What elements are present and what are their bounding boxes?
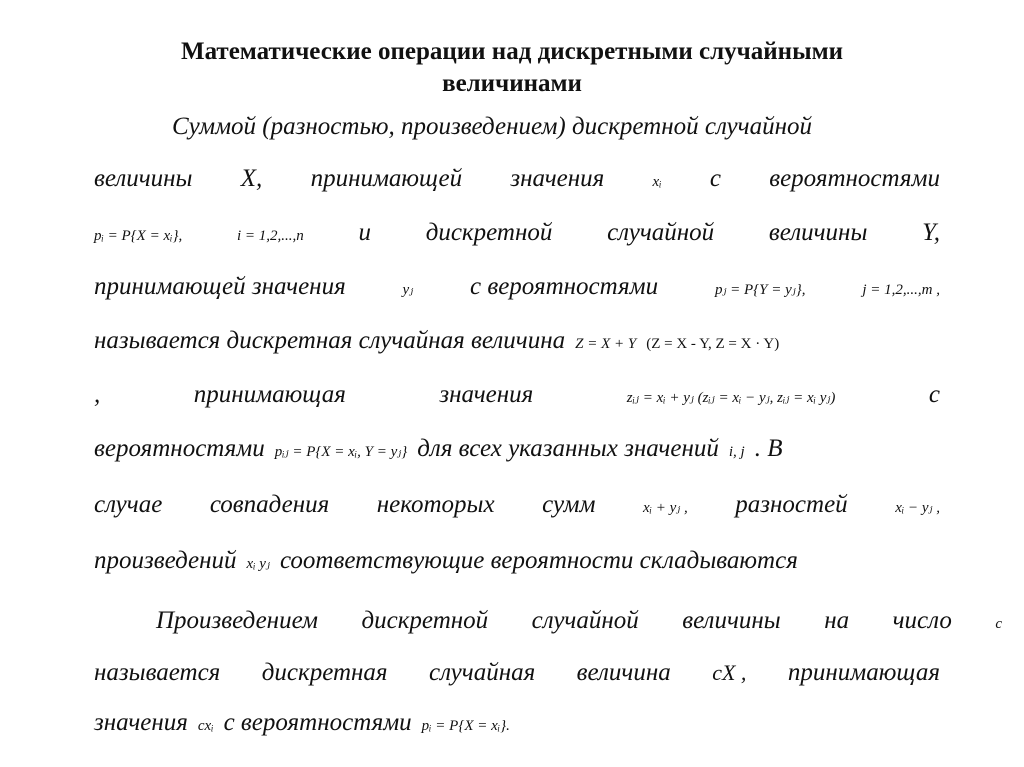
formula: i, j (728, 444, 745, 460)
text-run: принимающая (787, 659, 940, 686)
formula: Z = X + Y (575, 336, 637, 352)
text-run: называется дискретная случайная величина (94, 327, 566, 354)
text-run: значения (510, 165, 605, 192)
text-run: для всех указанных значений (417, 435, 719, 462)
text-run: вероятностями (94, 435, 265, 462)
text-run: Суммой (разностью, произведением) дискретной случайной (172, 113, 812, 140)
formula: yⱼ (402, 282, 414, 298)
slide-title (80, 36, 944, 100)
formula: pⱼ = P{Y = yⱼ}, (714, 282, 806, 298)
p1-line-6 (94, 378, 940, 412)
formula: pᵢ = P{X = xᵢ}, (94, 228, 183, 244)
formula: xᵢ − yⱼ , (895, 500, 940, 516)
p2-line-2 (94, 656, 940, 690)
text-run: на (824, 607, 850, 634)
p1-line-7 (94, 432, 940, 466)
p1-line-8 (94, 488, 940, 522)
text-run: Y, (922, 219, 940, 246)
p1-line-2 (94, 162, 940, 196)
p1-line-1 (94, 110, 1018, 144)
text-run: разностей (735, 491, 848, 518)
title-line-2: величинами (442, 70, 582, 97)
formula: xᵢ + yⱼ , (642, 500, 688, 516)
text-run: с вероятностями (470, 273, 659, 300)
text-run: значения (439, 381, 534, 408)
formula: c (995, 616, 1002, 632)
text-run: . В (754, 435, 783, 462)
p1-line-5 (94, 324, 940, 358)
text-run: с (928, 381, 940, 408)
text-run: величины (768, 219, 868, 246)
text-run: дискретная (261, 659, 388, 686)
text-run: совпадения (209, 491, 330, 518)
text-run: с (709, 165, 721, 192)
text-run: , (94, 381, 101, 408)
text-run: число (892, 607, 952, 634)
formula: i = 1,2,...,n (236, 228, 304, 244)
text-run: принимающей значения (94, 273, 346, 300)
p2-line-1 (94, 604, 1002, 638)
text-run: значения (94, 709, 188, 736)
text-run: случае (94, 491, 163, 518)
formula: cxᵢ (197, 718, 214, 734)
text-run: называется (94, 659, 221, 686)
text-run: с вероятностями (223, 709, 412, 736)
formula: pᵢ = P{X = xᵢ}. (421, 718, 510, 734)
text-run: дискретной (361, 607, 489, 634)
formula: (Z = X - Y, Z = X · Y) (646, 336, 780, 352)
text-run: и (358, 219, 371, 246)
text-run: принимающей (310, 165, 463, 192)
text-run: величины (94, 165, 193, 192)
formula: zᵢⱼ = xᵢ + yⱼ (zᵢⱼ = xᵢ − yⱼ, zᵢⱼ = xᵢ yⱼ) (626, 390, 836, 406)
text-run: Произведением (156, 607, 319, 634)
text-run: величины (682, 607, 781, 634)
p2-line-3 (94, 706, 940, 740)
formula: pᵢⱼ = P{X = xᵢ, Y = yⱼ} (274, 444, 408, 460)
formula: j = 1,2,...,m , (862, 282, 940, 298)
text-run: случайной (531, 607, 639, 634)
formula: cX , (712, 660, 747, 685)
text-run: вероятностями (769, 165, 940, 192)
text-run: величина (576, 659, 671, 686)
text-run: соответствующие вероятности складываются (279, 547, 798, 574)
text-run: X, (240, 165, 263, 192)
formula: xᵢ (652, 174, 662, 190)
p1-line-3 (94, 216, 940, 250)
p1-line-9 (94, 544, 940, 578)
text-run: дискретной (425, 219, 553, 246)
p1-line-4 (94, 270, 940, 304)
text-run: принимающая (193, 381, 346, 408)
title-line-1: Математические операции над дискретными случайными (180, 38, 844, 65)
text-run: некоторых (376, 491, 495, 518)
text-run: сумм (542, 491, 596, 518)
text-run: случайная (429, 659, 536, 686)
formula: xᵢ yⱼ (246, 556, 270, 572)
text-run: произведений (94, 547, 237, 574)
text-run: случайной (607, 219, 715, 246)
